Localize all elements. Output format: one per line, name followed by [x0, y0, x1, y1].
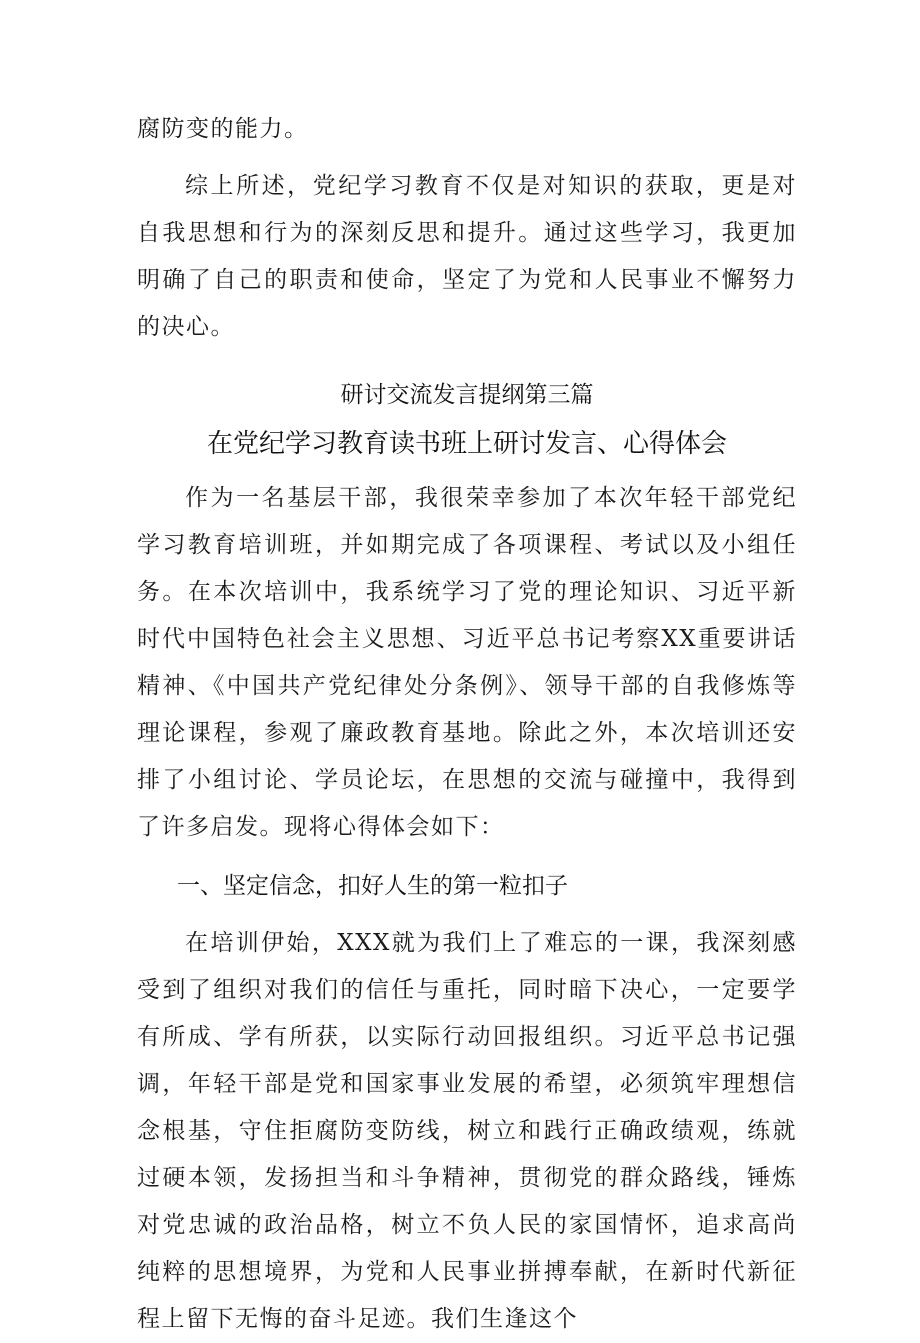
section-title: 研讨交流发言提纲第三篇: [340, 382, 594, 408]
paragraph-carryover: 腐防变的能力。: [137, 116, 309, 142]
paragraph-intro: 作为一名基层干部，我很荣幸参加了本次年轻干部党纪学习教育培训班，并如期完成了各项课程、考试以及小组任务。在本次培训中，我系统学习了党的理论知识、习近平新时代中国特色社会主义思想、习近平总书记考察XX重要讲话精神、《中国共产党纪律处分条例》、领导干部的自我修炼等理论课程，参观了廉政教育基地。除此之外，本次培训还安排了小组讨论、学员论坛，在思想的交流与碰撞中，我得到了许多启发。现将心得体会如下：: [137, 485, 797, 840]
paragraph-body: 在培训伊始，XXX就为我们上了难忘的一课，我深刻感受到了组织对我们的信任与重托，同时暗下决心，一定要学有所成、学有所获，以实际行动回报组织。习近平总书记强调，年轻干部是党和国家事业发展的希望，必须筑牢理想信念根基，守住拒腐防变防线，树立和践行正确政绩观，练就过硬本领，发扬担当和斗争精神，贯彻党的群众路线，锤炼对党忠诚的政治品格，树立不负人民的家国情怀，追求高尚纯粹的思想境界，为党和人民事业拼搏奉献，在新时代新征程上留下无悔的奋斗足迹。我们生逢这个: [137, 930, 797, 1332]
document-body: [137, 106, 797, 1343]
article-title: 在党纪学习教育读书班上研讨发言、心得体会: [206, 429, 727, 459]
spacer: [137, 153, 797, 163]
paragraph-summary: 综上所述，党纪学习教育不仅是对知识的获取，更是对自我思想和行为的深刻反思和提升。通过这些学习，我更加明确了自己的职责和使命，坚定了为党和人民事业不懈努力的决心。: [137, 173, 797, 340]
heading-1: 一、坚定信念，扣好人生的第一粒扣子: [177, 873, 568, 899]
